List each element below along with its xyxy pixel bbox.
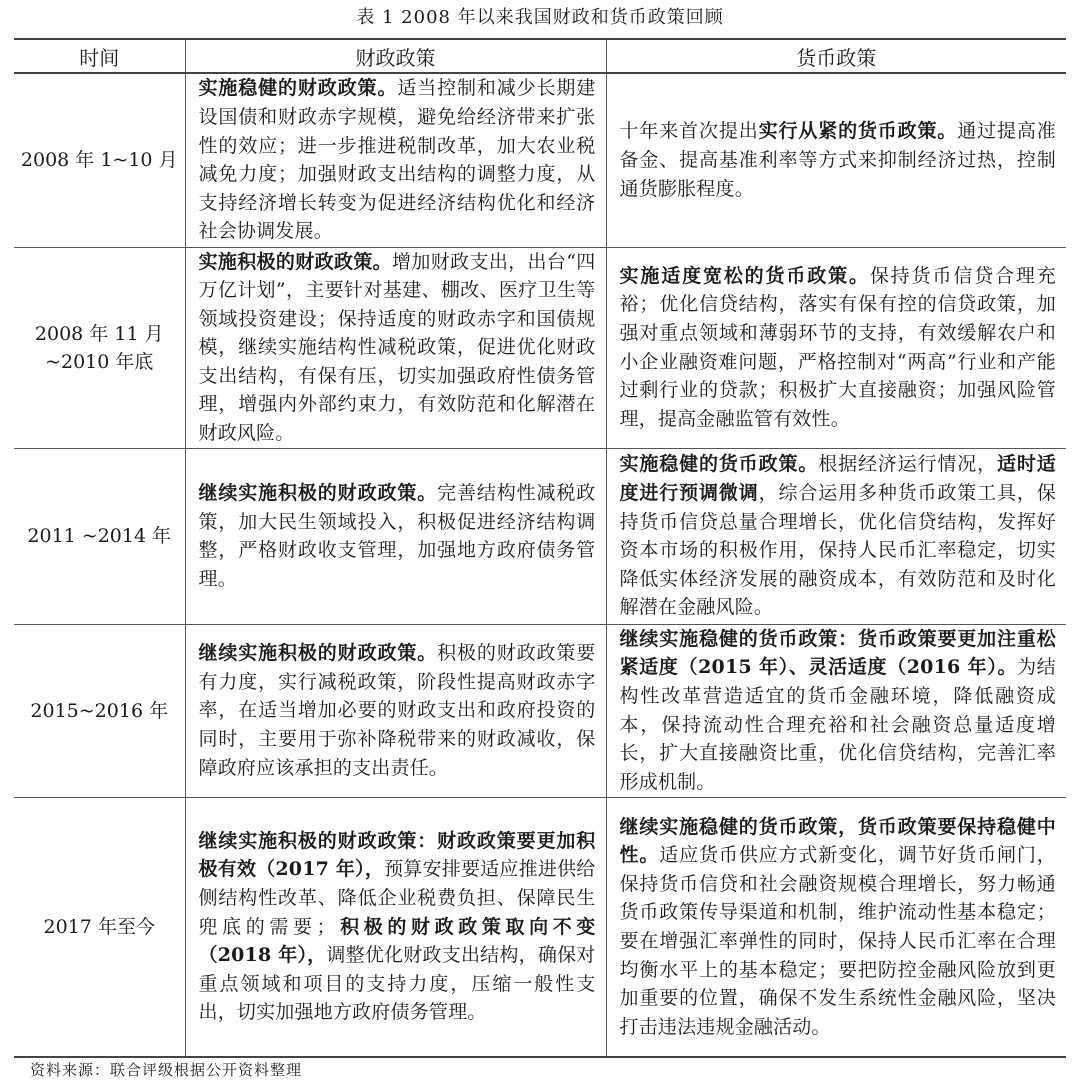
fiscal-text: 完善结构性减税政策，加大民生领域投入，积极促进经济结构调整，严格财政收支管理，加强地方政府债务管理。 [198, 481, 596, 590]
monetary-cell [606, 624, 1066, 797]
column-header-monetary: 货币政策 [606, 39, 1066, 73]
time-text: 2017 年至今 [43, 915, 155, 938]
monetary-text: 十年来首次提出 [619, 120, 759, 143]
fiscal-emphasis: 积极的财政政策取向不变（2018 年）， [198, 915, 596, 967]
monetary-heading: 实施稳健的货币政策。 [619, 453, 819, 476]
fiscal-text: 积极的财政政策要有力度，实行减税政策，阶段性提高财政赤字率，在适当增加必要的财政支出和政府投资的同时，主要用于弥补降税带来的财政减收，保障政府应该承担的支出责任。 [198, 642, 596, 779]
time-cell [14, 797, 185, 1057]
source-note: 资料来源：联合评级根据公开资料整理 [30, 1061, 303, 1079]
monetary-cell [606, 73, 1066, 247]
monetary-text: 适应货币供应方式新变化，调节好货币闸门，保持货币信贷和社会融资规模合理增长，努力畅通货币政策传导渠道和机制，维护流动性基本稳定；要在增强汇率弹性的同时，保持人民币汇率在合理均衡水平上的基本稳定；要把防控金融风险放到更加重要的位置，确保不发生系统性金融风险，坚决打击违法违规金融活动。 [619, 844, 1056, 1038]
monetary-cell [606, 247, 1066, 448]
monetary-cell [606, 797, 1066, 1057]
fiscal-text: 预算安排要适应推进供给侧结构性改革、降低企业税费负担、保障民生兜底的需要； [198, 858, 596, 938]
fiscal-cell [185, 624, 606, 797]
time-cell [14, 73, 185, 247]
fiscal-heading: 实施稳健的财政政策。 [198, 77, 398, 100]
monetary-text: 通过提高准备金、提高基准利率等方式来抑制经济过热，控制通货膨胀程度。 [619, 120, 1056, 200]
monetary-heading: 继续实施稳健的货币政策，货币政策要保持稳健中性。 [619, 815, 1056, 867]
table-row [14, 247, 1066, 448]
monetary-heading: 实行从紧的货币政策。 [758, 120, 958, 143]
fiscal-heading: 继续实施积极的财政政策。 [198, 481, 438, 504]
time-cell [14, 247, 185, 448]
time-text: 2011 ~2014 年 [27, 525, 172, 548]
monetary-heading: 继续实施稳健的货币政策：货币政策要更加注重松紧适度（2015 年）、灵活适度（2016 年）。 [619, 627, 1056, 679]
policy-table [14, 38, 1066, 1058]
fiscal-text: 调整优化财政支出结构，确保对重点领域和项目的支持力度，压缩一般性支出，切实加强地方政府债务管理。 [198, 944, 596, 1024]
table-row [14, 624, 1066, 797]
column-header-time: 时间 [14, 39, 185, 73]
table-row [14, 73, 1066, 247]
fiscal-text: 增加财政支出，出台“四万亿计划”，主要针对基建、棚改、医疗卫生等领域投资建设；保持适度的财政赤字和国债规模，继续实施结构性减税政策，促进优化财政支出结构，有保有压，切实加强政府性债务管理，增强内外部约束力，有效防范和化解潜在财政风险。 [198, 250, 596, 445]
monetary-text: ，综合运用多种货币政策工具，保持货币信贷总量合理增长，优化信贷结构，发挥好资本市场的积极作用，保持人民币汇率稳定，切实降低实体经济发展的融资成本，有效防范和及时化解潜在金融风险。 [619, 481, 1056, 619]
table-title: 表 1 2008 年以来我国财政和货币政策回顾 [356, 7, 724, 28]
monetary-emphasis: 适时适度进行预调微调 [619, 453, 1056, 504]
column-header-fiscal: 财政政策 [185, 39, 606, 73]
fiscal-heading: 继续实施积极的财政政策：财政政策要更加积极有效（2017 年）， [198, 829, 596, 881]
time-text: 2015~2016 年 [30, 699, 169, 722]
time-cell [14, 448, 185, 624]
monetary-cell [606, 448, 1066, 624]
fiscal-heading: 继续实施积极的财政政策。 [198, 642, 438, 665]
fiscal-heading: 实施积极的财政政策。 [198, 250, 393, 273]
monetary-text: 根据经济运行情况， [818, 453, 998, 476]
table-row [14, 448, 1066, 624]
header-row [14, 39, 1066, 73]
monetary-heading: 实施适度宽松的货币政策。 [619, 264, 870, 287]
table-row [14, 797, 1066, 1057]
fiscal-text: 适当控制和减少长期建设国债和财政赤字规模，避免给经济带来扩张性的效应；进一步推进税制改革，加大农业税减免力度；加强财政支出结构的调整力度，从支持经济增长转变为促进经济结构优化和经济社会协调发展。 [198, 77, 596, 243]
monetary-text: 保持货币信贷合理充裕；优化信贷结构，落实有保有控的信贷政策，加强对重点领域和薄弱环节的支持，有效缓解农户和小企业融资难问题，严格控制对“两高”行业和产能过剩行业的贷款；积极扩大直接融资；加强风险管理，提高金融监管有效性。 [619, 264, 1056, 430]
fiscal-cell [185, 797, 606, 1057]
time-text: 2008 年 1~10 月 [20, 149, 178, 172]
time-text: 2008 年 11 月 ~2010 年底 [34, 322, 164, 373]
fiscal-cell [185, 73, 606, 247]
monetary-text: 为结构性改革营造适宜的货币金融环境，降低融资成本，保持流动性合理充裕和社会融资总量适度增长，扩大直接融资比重，优化信贷结构，完善汇率形成机制。 [619, 656, 1056, 793]
fiscal-cell [185, 448, 606, 624]
time-cell [14, 624, 185, 797]
fiscal-cell [185, 247, 606, 448]
